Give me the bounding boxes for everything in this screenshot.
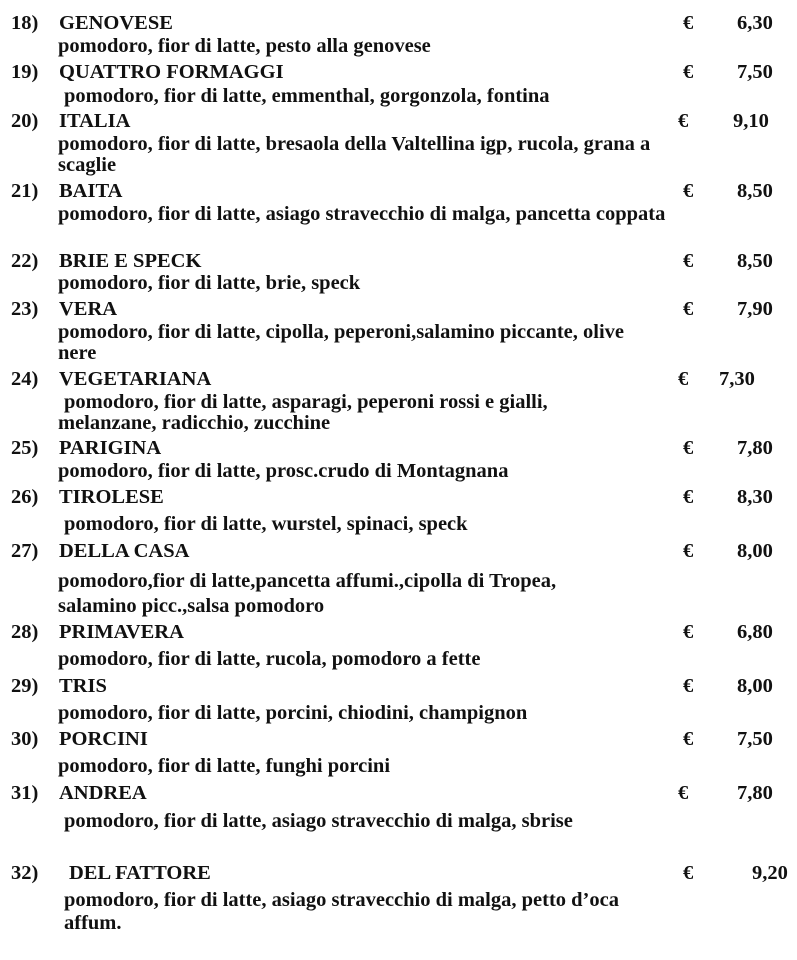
item-name: BRIE E SPECK (59, 250, 202, 272)
item-price: 8,00 (737, 540, 773, 562)
item-number: 28) (11, 621, 39, 643)
item-description: pomodoro,fior di latte,pancetta affumi.,cipolla di Tropea, salamino picc.,salsa pomodoro (58, 570, 557, 617)
item-number: 23) (11, 298, 39, 320)
item-name: BAITA (59, 180, 123, 202)
item-price: 7,90 (737, 298, 773, 320)
item-name: ANDREA (59, 782, 147, 804)
item-description: pomodoro, fior di latte, porcini, chiodini, champignon (58, 702, 528, 724)
item-price: 6,80 (737, 621, 773, 643)
currency-symbol: € (683, 675, 694, 697)
item-price: 8,50 (737, 250, 773, 272)
item-price: 7,50 (737, 61, 773, 83)
item-number: 24) (11, 368, 39, 390)
item-name: PRIMAVERA (59, 621, 184, 643)
item-name: DEL FATTORE (69, 862, 211, 884)
item-description: pomodoro, fior di latte, cipolla, peperoni,salamino piccante, olive nere (58, 321, 625, 364)
currency-symbol: € (683, 250, 694, 272)
item-number: 29) (11, 675, 39, 697)
item-price: 8,30 (737, 486, 773, 508)
item-number: 21) (11, 180, 39, 202)
item-description: pomodoro, fior di latte, funghi porcini (58, 755, 391, 777)
item-description: pomodoro, fior di latte, rucola, pomodoro a fette (58, 648, 481, 670)
currency-symbol: € (683, 486, 694, 508)
item-number: 25) (11, 437, 39, 459)
item-name: VERA (59, 298, 118, 320)
currency-symbol: € (683, 180, 694, 202)
item-price: 7,30 (719, 368, 755, 390)
item-description: pomodoro, fior di latte, prosc.crudo di Montagnana (58, 460, 509, 482)
item-price: 9,10 (733, 110, 769, 132)
item-description: pomodoro, fior di latte, brie, speck (58, 272, 361, 294)
item-name: TRIS (59, 675, 107, 697)
currency-symbol: € (683, 437, 694, 459)
item-number: 20) (11, 110, 39, 132)
currency-symbol: € (683, 540, 694, 562)
item-name: PARIGINA (59, 437, 162, 459)
item-description: pomodoro, fior di latte, emmenthal, gorgonzola, fontina (64, 85, 550, 107)
currency-symbol: € (678, 782, 689, 804)
item-name: ITALIA (59, 110, 131, 132)
item-number: 19) (11, 61, 39, 83)
item-number: 22) (11, 250, 39, 272)
item-description: pomodoro, fior di latte, bresaola della Valtellina igp, rucola, grana a scaglie (58, 133, 651, 176)
item-name: GENOVESE (59, 12, 173, 34)
item-number: 27) (11, 540, 39, 562)
currency-symbol: € (683, 12, 694, 34)
currency-symbol: € (683, 728, 694, 750)
item-description: pomodoro, fior di latte, asiago stravecchio di malga, petto d’oca affum. (64, 889, 619, 934)
item-name: VEGETARIANA (59, 368, 212, 390)
item-description: pomodoro, fior di latte, wurstel, spinaci, speck (64, 513, 468, 535)
item-price: 7,80 (737, 437, 773, 459)
item-name: QUATTRO FORMAGGI (59, 61, 284, 83)
item-price: 7,80 (737, 782, 773, 804)
item-price: 7,50 (737, 728, 773, 750)
item-name: DELLA CASA (59, 540, 190, 562)
item-number: 31) (11, 782, 39, 804)
item-description: pomodoro, fior di latte, asparagi, peperoni rossi e gialli, melanzane, radicchio, zucchine (58, 391, 548, 434)
item-price: 8,50 (737, 180, 773, 202)
item-description: pomodoro, fior di latte, pesto alla genovese (58, 35, 431, 57)
item-number: 30) (11, 728, 39, 750)
currency-symbol: € (683, 621, 694, 643)
currency-symbol: € (678, 368, 689, 390)
item-name: PORCINI (59, 728, 148, 750)
currency-symbol: € (683, 298, 694, 320)
currency-symbol: € (678, 110, 689, 132)
currency-symbol: € (683, 862, 694, 884)
item-number: 18) (11, 12, 39, 34)
item-description: pomodoro, fior di latte, asiago stravecchio di malga, pancetta coppata (58, 203, 666, 225)
item-number: 26) (11, 486, 39, 508)
item-number: 32) (11, 862, 39, 884)
item-price: 6,30 (737, 12, 773, 34)
item-price: 8,00 (737, 675, 773, 697)
item-price: 9,20 (752, 862, 788, 884)
currency-symbol: € (683, 61, 694, 83)
item-description: pomodoro, fior di latte, asiago stravecchio di malga, sbrise (64, 810, 573, 832)
item-name: TIROLESE (59, 486, 164, 508)
